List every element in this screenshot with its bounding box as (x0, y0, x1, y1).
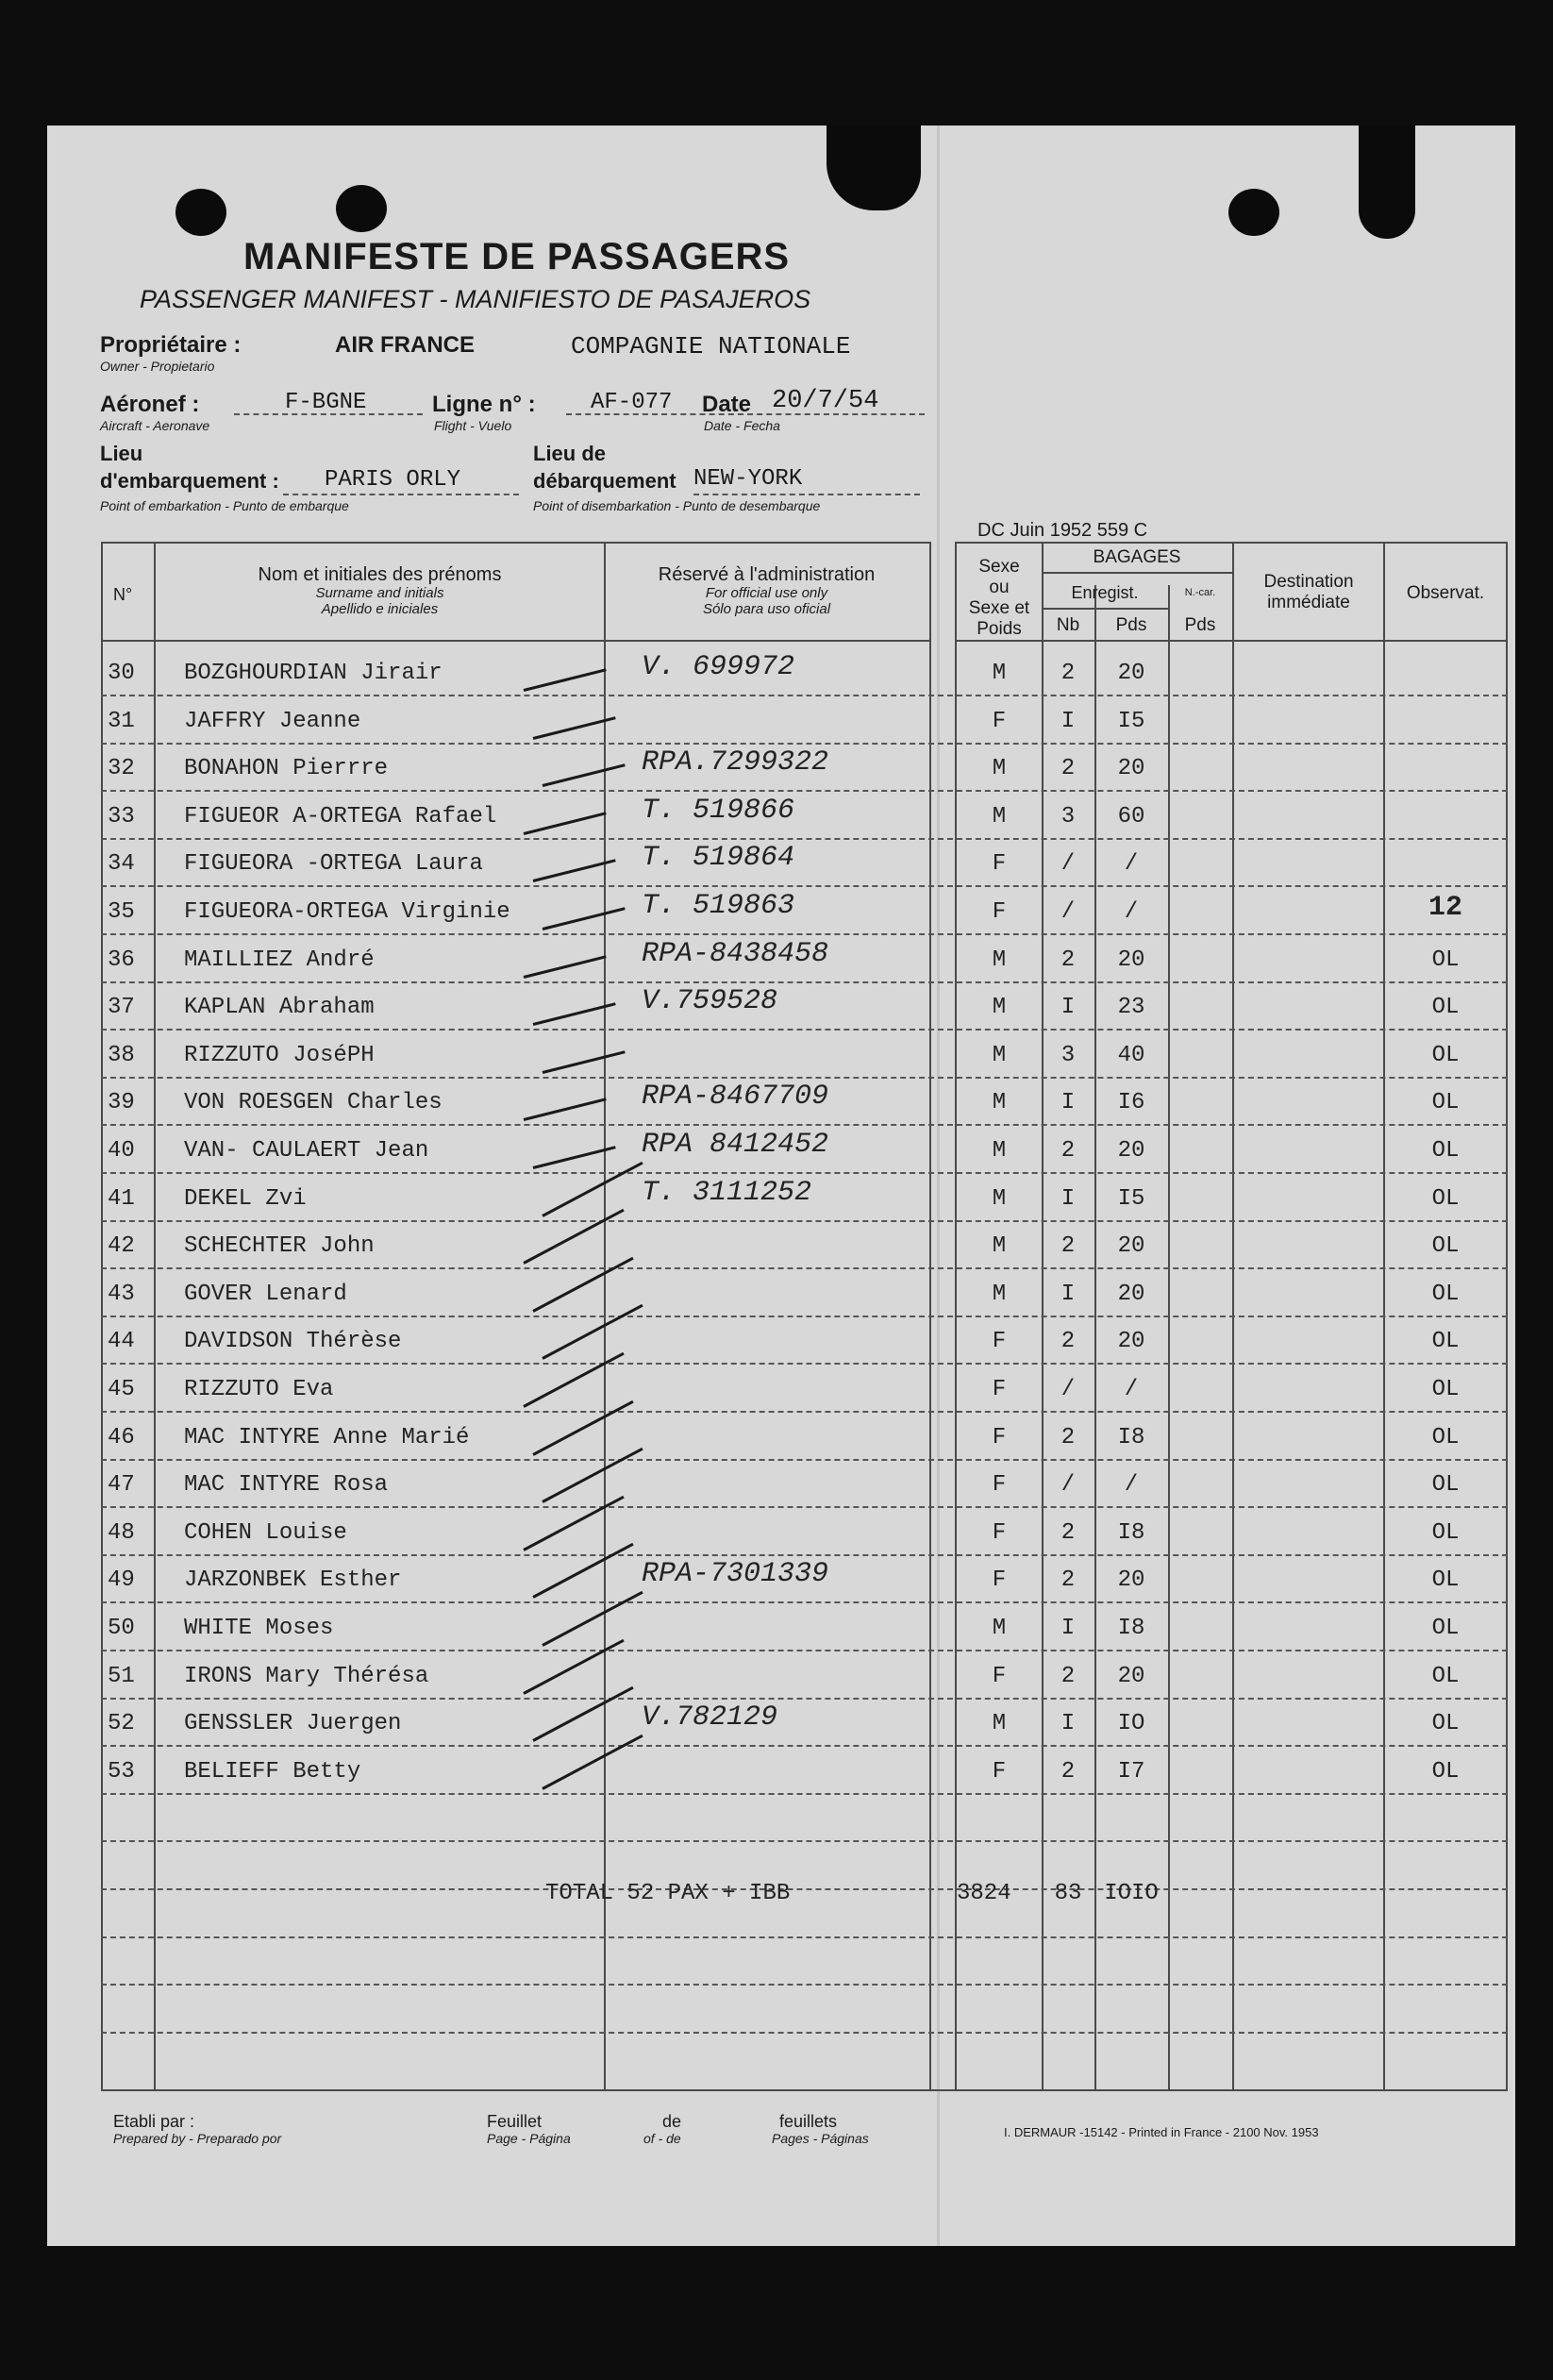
admin-ref: T. 519864 (642, 842, 795, 875)
date-value: 20/7/54 (772, 387, 879, 415)
passenger-sex: M (992, 1281, 1007, 1307)
table-top-right (955, 542, 1508, 544)
row-number: 46 (108, 1424, 135, 1450)
date-label: Date (702, 392, 752, 417)
observation: OL (1431, 1567, 1460, 1594)
passenger-sex: F (992, 851, 1007, 878)
admin-ref: V.759528 (642, 985, 778, 1018)
row-rule (101, 790, 1508, 792)
date-underline (566, 413, 925, 415)
binder-hole-right (1228, 189, 1279, 236)
row-number: 51 (108, 1663, 135, 1689)
baggage-count: I (1060, 1711, 1076, 1737)
observation: OL (1431, 1663, 1460, 1689)
embark-label-1: Lieu (100, 442, 143, 465)
baggage-weight: / (1124, 899, 1139, 925)
passenger-name: GOVER Lenard (184, 1281, 347, 1307)
baggage-weight: / (1124, 1472, 1139, 1499)
passenger-name: KAPLAN Abraham (184, 995, 375, 1021)
baggage-count: I (1060, 1281, 1076, 1307)
blank-row-rule (101, 1936, 1508, 1938)
baggage-count: 2 (1060, 1758, 1076, 1785)
passenger-name: MAC INTYRE Anne Marié (184, 1424, 470, 1450)
baggage-weight: 20 (1117, 1138, 1145, 1164)
row-number: 39 (108, 1090, 135, 1116)
passenger-name: FIGUEORA -ORTEGA Laura (184, 851, 483, 878)
passenger-name: MAC INTYRE Rosa (184, 1472, 389, 1499)
form-code: DC Juin 1952 559 C (977, 520, 1148, 541)
passenger-name: DAVIDSON Thérèse (184, 1329, 402, 1355)
disembark-value: NEW-YORK (693, 466, 803, 492)
baggage-count: 2 (1060, 1519, 1076, 1546)
observation: OL (1431, 995, 1460, 1021)
passenger-sex: M (992, 1138, 1007, 1164)
observation: OL (1431, 1424, 1460, 1450)
passenger-sex: M (992, 803, 1007, 830)
baggage-weight: 20 (1117, 1329, 1145, 1355)
row-number: 42 (108, 1233, 135, 1260)
disembark-label-2: débarquement (533, 469, 676, 493)
fold-line (937, 126, 940, 2246)
baggage-weight: I8 (1117, 1519, 1145, 1546)
passenger-name: JARZONBEK Esther (184, 1567, 402, 1594)
row-number: 52 (108, 1711, 135, 1737)
passenger-sex: F (992, 1329, 1007, 1355)
col-header-ncar: N.-car. (1184, 587, 1216, 598)
passenger-sex: F (992, 1663, 1007, 1689)
passenger-sex: M (992, 1090, 1007, 1116)
line-value: AF-077 (591, 390, 673, 415)
baggage-weight: 20 (1117, 1281, 1145, 1307)
row-rule (101, 1745, 1508, 1747)
passenger-sex: F (992, 899, 1007, 925)
row-rule (101, 1459, 1508, 1461)
passenger-sex: M (992, 756, 1007, 782)
blank-row-rule (101, 2032, 1508, 2034)
row-rule (101, 1411, 1508, 1413)
torn-corner-center (827, 126, 921, 210)
row-rule (101, 1506, 1508, 1508)
aircraft-underline (234, 413, 423, 415)
baggage-weight: I8 (1117, 1616, 1145, 1641)
row-rule (101, 1554, 1508, 1556)
row-rule (101, 1363, 1508, 1365)
row-rule (101, 1220, 1508, 1222)
passenger-sex: F (992, 1519, 1007, 1546)
baggage-count: / (1060, 1377, 1076, 1402)
baggage-weight: 20 (1117, 1567, 1145, 1594)
baggage-weight: 60 (1117, 803, 1145, 830)
baggage-weight: I7 (1117, 1758, 1145, 1785)
table-header-bottom-left (101, 640, 931, 642)
blank-row-rule (101, 1840, 1508, 1842)
observation: OL (1431, 947, 1460, 973)
row-rule (101, 1172, 1508, 1174)
line-sub: Flight - Vuelo (434, 418, 512, 433)
col-header-enregist: Enregist. (1071, 583, 1139, 602)
col-header-sex-2: ou (989, 578, 1010, 597)
row-number: 50 (108, 1616, 135, 1641)
passenger-name: FIGUEORA-ORTEGA Virginie (184, 899, 510, 925)
admin-ref: T. 519866 (642, 794, 795, 827)
binder-hole-center (336, 185, 387, 232)
passenger-sex: F (992, 1377, 1007, 1402)
torn-mark-right (1359, 126, 1415, 239)
passenger-sex: M (992, 1233, 1007, 1260)
row-rule (101, 1601, 1508, 1603)
passenger-name: DEKEL Zvi (184, 1185, 307, 1212)
baggage-weight: 20 (1117, 661, 1145, 686)
row-number: 30 (108, 661, 135, 686)
row-rule (101, 981, 1508, 983)
passenger-name: BONAHON Pierrre (184, 756, 389, 782)
row-number: 44 (108, 1329, 135, 1355)
row-number: 49 (108, 1567, 135, 1594)
baggage-count: I (1060, 1616, 1076, 1641)
passenger-name: WHITE Moses (184, 1616, 334, 1641)
baggage-count: / (1060, 851, 1076, 878)
admin-ref: RPA-8438458 (642, 937, 829, 970)
row-rule (101, 695, 1508, 696)
observation: OL (1431, 1711, 1460, 1737)
baggage-count: 2 (1060, 661, 1076, 686)
footer-feuillets: feuillets (779, 2112, 838, 2131)
passenger-name: RIZZUTO Eva (184, 1377, 334, 1402)
baggage-weight: 23 (1117, 995, 1145, 1021)
aircraft-label: Aéronef : (100, 392, 200, 417)
observation: OL (1431, 1042, 1460, 1068)
row-rule (101, 1077, 1508, 1079)
row-rule (101, 1793, 1508, 1795)
col-header-name: Nom et initiales des prénoms (258, 564, 502, 585)
col-header-dest-2: immédiate (1267, 593, 1350, 612)
baggage-weight: 40 (1117, 1042, 1145, 1068)
total-label: TOTAL 52 PAX + IBB (545, 1881, 791, 1906)
passenger-sex: M (992, 1711, 1007, 1737)
observation: 12 (1428, 892, 1462, 924)
row-number: 53 (108, 1758, 135, 1785)
passenger-sex: F (992, 1758, 1007, 1785)
passenger-name: IRONS Mary Thérésa (184, 1663, 429, 1689)
footer-feuillets-sub: Pages - Páginas (772, 2131, 869, 2146)
footer-printer: I. DERMAUR -15142 - Printed in France - 2100 Nov. 1953 (1004, 2125, 1319, 2139)
col-header-sex-1: Sexe (978, 557, 1020, 577)
baggage-weight: I5 (1117, 1185, 1145, 1212)
row-number: 33 (108, 803, 135, 830)
passenger-name: VON ROESGEN Charles (184, 1090, 443, 1116)
passenger-sex: M (992, 1042, 1007, 1068)
col-border-pds (1168, 585, 1170, 2089)
line-label: Ligne n° : (432, 392, 536, 417)
passenger-sex: F (992, 1567, 1007, 1594)
disembark-sub: Point of disembarkation - Punto de desembarque (533, 498, 821, 513)
baggage-count: 3 (1060, 1042, 1076, 1068)
baggage-count: I (1060, 1185, 1076, 1212)
row-number: 48 (108, 1519, 135, 1546)
row-number: 32 (108, 756, 135, 782)
admin-ref: T. 519863 (642, 890, 795, 922)
footer-prepared: Etabli par : (113, 2112, 195, 2131)
owner-extra: COMPAGNIE NATIONALE (571, 332, 851, 360)
observation: OL (1431, 1616, 1460, 1641)
admin-ref: RPA 8412452 (642, 1129, 829, 1161)
observation: OL (1431, 1185, 1460, 1212)
passenger-sex: F (992, 1472, 1007, 1499)
col-header-observ: Observat. (1406, 583, 1485, 603)
passenger-name: GENSSLER Juergen (184, 1711, 402, 1737)
embark-value: PARIS ORLY (325, 467, 461, 493)
baggage-count: I (1060, 1090, 1076, 1116)
passenger-name: RIZZUTO JoséPH (184, 1042, 375, 1068)
page-title: MANIFESTE DE PASSAGERS (243, 236, 791, 277)
baggage-count: 2 (1060, 1138, 1076, 1164)
col-header-sex-4: Poids (977, 619, 1022, 639)
observation: OL (1431, 1233, 1460, 1260)
row-rule (101, 1650, 1508, 1651)
enregist-rule (1042, 608, 1168, 610)
row-rule (101, 1267, 1508, 1269)
total-pds: IOIO (1104, 1881, 1159, 1906)
row-number: 36 (108, 947, 135, 973)
footer-feuillet: Feuillet (487, 2112, 543, 2131)
row-rule (101, 1698, 1508, 1700)
total-nb: 83 (1054, 1881, 1082, 1906)
col-header-pds: Pds (1115, 615, 1147, 635)
col-header-admin-en: For official use only (705, 585, 828, 601)
row-number: 47 (108, 1472, 135, 1499)
footer-feuillet-sub: Page - Página (487, 2131, 571, 2146)
owner-value: AIR FRANCE (335, 332, 475, 358)
col-header-name-en: Surname and initials (315, 585, 444, 601)
passenger-sex: M (992, 661, 1007, 686)
total-weight: 3824 (957, 1881, 1011, 1906)
baggage-weight: 20 (1117, 756, 1145, 782)
passenger-sex: M (992, 1185, 1007, 1212)
baggage-count: 2 (1060, 1329, 1076, 1355)
col-header-ncar-pds: Pds (1184, 615, 1216, 635)
baggage-count: 2 (1060, 1663, 1076, 1689)
row-number: 41 (108, 1185, 135, 1212)
row-number: 38 (108, 1042, 135, 1068)
footer-prepared-sub: Prepared by - Preparado por (113, 2131, 282, 2146)
col-header-dest-1: Destination (1263, 572, 1354, 592)
admin-ref: V.782129 (642, 1701, 778, 1735)
row-number: 37 (108, 995, 135, 1021)
observation: OL (1431, 1758, 1460, 1785)
passenger-name: SCHECHTER John (184, 1233, 375, 1260)
row-rule (101, 838, 1508, 840)
baggage-count: / (1060, 1472, 1076, 1499)
footer-de: de (662, 2112, 682, 2131)
embark-label-2: d'embarquement : (100, 469, 279, 493)
aircraft-value: F-BGNE (285, 390, 367, 415)
passenger-name: VAN- CAULAERT Jean (184, 1138, 429, 1164)
page-subtitle: PASSENGER MANIFEST - MANIFIESTO DE PASAJEROS (140, 285, 811, 313)
baggage-count: 2 (1060, 947, 1076, 973)
blank-row-rule (101, 1984, 1508, 1986)
observation: OL (1431, 1472, 1460, 1499)
row-rule (101, 1316, 1508, 1317)
baggage-weight: 20 (1117, 1233, 1145, 1260)
col-header-nb: Nb (1056, 615, 1080, 635)
baggage-count: 2 (1060, 756, 1076, 782)
passenger-name: JAFFRY Jeanne (184, 708, 361, 734)
admin-ref: V. 699972 (642, 651, 795, 683)
admin-ref: RPA-7301339 (642, 1558, 829, 1591)
table-top-left (101, 542, 931, 544)
baggage-weight: 20 (1117, 1663, 1145, 1689)
baggage-weight: IO (1117, 1711, 1145, 1737)
baggage-weight: / (1124, 851, 1139, 878)
observation: OL (1431, 1138, 1460, 1164)
baggage-count: 2 (1060, 1567, 1076, 1594)
passenger-name: BELIEFF Betty (184, 1758, 361, 1785)
observation: OL (1431, 1377, 1460, 1402)
col-header-admin: Réservé à l'administration (658, 564, 876, 585)
row-rule (101, 743, 1508, 745)
observation: OL (1431, 1090, 1460, 1116)
passenger-sex: M (992, 947, 1007, 973)
observation: OL (1431, 1281, 1460, 1307)
baggage-count: 3 (1060, 803, 1076, 830)
footer-rule (101, 2089, 1508, 2091)
row-rule (101, 885, 1508, 887)
baggage-count: / (1060, 899, 1076, 925)
row-number: 40 (108, 1138, 135, 1164)
admin-ref: T. 3111252 (642, 1176, 812, 1209)
bagages-rule (1042, 572, 1232, 574)
row-number: 43 (108, 1281, 135, 1307)
blank-row-rule (101, 1888, 1508, 1890)
observation: OL (1431, 1329, 1460, 1355)
binder-hole-left (175, 189, 226, 236)
row-rule (101, 933, 1508, 935)
passenger-name: FIGUEOR A-ORTEGA Rafael (184, 803, 497, 830)
passenger-sex: M (992, 995, 1007, 1021)
owner-label: Propriétaire : (100, 332, 242, 358)
baggage-weight: I8 (1117, 1424, 1145, 1450)
row-rule (101, 1029, 1508, 1031)
owner-sub: Owner - Propietario (100, 359, 215, 374)
row-number: 45 (108, 1377, 135, 1402)
row-number: 31 (108, 708, 135, 734)
passenger-name: COHEN Louise (184, 1519, 347, 1546)
disembark-label-1: Lieu de (533, 442, 607, 465)
observation: OL (1431, 1519, 1460, 1546)
baggage-count: 2 (1060, 1424, 1076, 1450)
embark-underline (283, 494, 519, 495)
col-header-admin-es: Sólo para uso oficial (702, 601, 831, 617)
admin-ref: RPA-8467709 (642, 1081, 829, 1114)
passenger-sex: F (992, 1424, 1007, 1450)
baggage-count: I (1060, 708, 1076, 734)
date-sub: Date - Fecha (704, 418, 780, 433)
baggage-weight: I6 (1117, 1090, 1145, 1116)
passenger-name: MAILLIEZ André (184, 947, 375, 973)
baggage-weight: I5 (1117, 708, 1145, 734)
passenger-name: BOZGHOURDIAN Jirair (184, 661, 443, 686)
row-number: 35 (108, 899, 135, 925)
passenger-sex: F (992, 708, 1007, 734)
disembark-underline (693, 494, 920, 495)
col-header-no: N° (113, 585, 133, 604)
baggage-weight: / (1124, 1377, 1139, 1402)
admin-ref: RPA.7299322 (642, 746, 829, 779)
col-header-sex-3: Sexe et (968, 598, 1030, 618)
table-header-bottom-right (955, 640, 1508, 642)
passenger-sex: M (992, 1616, 1007, 1641)
baggage-weight: 20 (1117, 947, 1145, 973)
footer-de-sub: of - de (643, 2131, 681, 2146)
row-rule (101, 1124, 1508, 1126)
row-number: 34 (108, 851, 135, 878)
col-header-name-es: Apellido e iniciales (321, 601, 439, 617)
baggage-count: 2 (1060, 1233, 1076, 1260)
embark-sub: Point of embarkation - Punto de embarque (100, 498, 349, 513)
col-header-bagages: BAGAGES (1093, 547, 1181, 567)
baggage-count: I (1060, 995, 1076, 1021)
aircraft-sub: Aircraft - Aeronave (100, 418, 210, 433)
